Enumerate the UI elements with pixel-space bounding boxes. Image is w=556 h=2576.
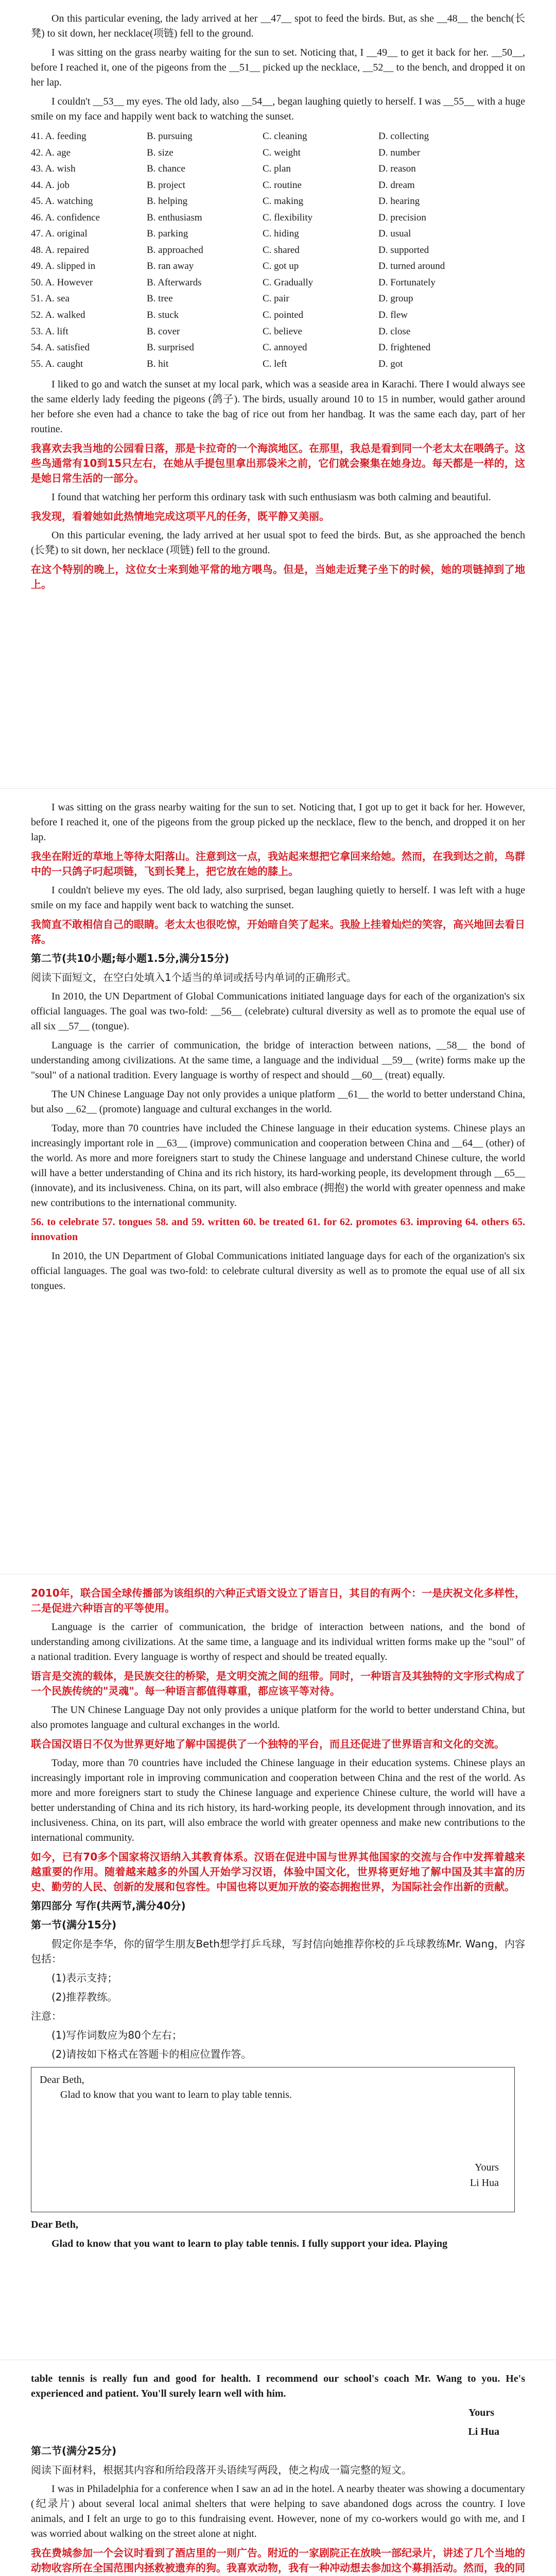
cloze-option-cell: B. surprised [147,342,194,353]
cloze-option-cell: 55. A. caught [31,358,83,369]
cloze-option-cell: B. size [147,147,173,158]
cloze-option-row [31,307,494,324]
cloze-option-cell: 54. A. satisfied [31,342,90,353]
answer-cn-4: 如今，已有70多个国家将汉语纳入其教育体系。汉语在促进中国与世界其他国家的交流与合作中发挥着越来越重要的作用。随着越来越多的外国人开始学习汉语，体验中国文化，世界将更好地了解中国及其丰富的历史、勤劳的人民、创新的发展和包容性。中国也将以更加开放的姿态拥抱世界，为国际社会作出新的贡献。 [31,1851,525,1893]
cloze-option-cell: 44. A. job [31,179,70,191]
cloze-option-cell: 51. A. sea [31,293,70,304]
cloze-option-cell: 45. A. watching [31,196,93,207]
cloze-option-row [31,356,494,372]
cloze-paragraph-1: On this particular evening, the lady arrived at her __47__ spot to feed the birds. But, as she __48__ the bench(长凳) to sit down, her necklace(项链) fell to the ground. [31,13,525,39]
cloze-option-cell: D. collecting [378,131,429,142]
cloze-option-cell: 42. A. age [31,147,71,158]
answer-key: 56. to celebrate 57. tongues 58. and 59. written 60. be treated 61. for 62. promotes 63. improving 64. others 65. innovation [31,1216,525,1243]
translation-cn-1: 我喜欢去我当地的公园看日落，那是卡拉奇的一个海滨地区。在那里，我总是看到同一个老太太在喂鸽子。这些鸟通常有10到15只左右，在她从手提包里拿出那袋米之前，它们就会聚集在她身边。每天都是一样的，这是她日常生活的一部分。 [31,442,525,485]
grammar-paragraph-1: In 2010, the UN Department of Global Communications initiated language days for each of the organization's six official languages. The goal was two-fold: __56__ (celebrate) cultural diversity as well as to promote the equal use of all six __57__ (tongue). [31,991,525,1032]
cloze-option-cell: B. cover [147,326,180,337]
writing-section1: 第一节(满分15分) [31,1919,117,1931]
cloze-option-cell: B. pursuing [147,131,193,142]
translation-en-1: I liked to go and watch the sunset at my local park, which was a seaside area in Karachi. There I would always see the same elderly lady feeding the pigeons (鸽子). The birds, usually around 10 to 15 in number, would gather around her before she even had a chance to take the bag of rice out from her handbag. It was the same each day, part of her routine. [31,379,525,435]
cloze-option-cell: C. Gradually [263,277,314,288]
cloze-option-cell: 43. A. wish [31,163,76,175]
translation-en-4: I was sitting on the grass nearby waiting for the sun to set. Noticing that, I got up to get it back for her. However, before I reached it, one of the pigeons from the group picked up the necklace, flew to the bench, and dropped it on her lap. [31,802,525,843]
cloze-option-cell: B. stuck [147,310,179,321]
continuation-heading: 第二节(满分25分) [31,2445,117,2457]
cloze-option-cell: D. flew [378,310,408,321]
grammar-paragraph-2: Language is the carrier of communication, the bridge of interaction between nations, __58__ the bond of understanding among civilizations. At the same time, a language and the individual __59__ (write) forms make up the "soul" of a national tradition. Every language is worthy of respect and should __60__ (treat) equally. [31,1040,525,1081]
writing-point-2: (2)推荐教练。 [51,1991,118,2003]
story-cn-1: 我在费城参加一个会议时看到了酒店里的一则广告。附近的一家剧院正在放映一部纪录片，讲述了几个当地的动物收容所在全国范围内拯救被遗弃的狗。我喜欢动物，我有一种冲动想去参加这个募捐活动。然而，我的同 [31,2547,525,2574]
cloze-option-row [31,145,494,161]
cloze-option-cell: B. hit [147,358,169,369]
story-en-1: I was in Philadelphia for a conference when I saw an ad in the hotel. A nearby theater was showing a documentary (纪录片) about several local animal shelters that were helping to save abandoned dogs across the country. I love animals, and I felt an urge to go to this fundraising event. However, none of my co-workers would go with me, and I was worried about walking on the street alone at night. [31,2483,525,2539]
cloze-option-cell: C. annoyed [263,342,307,353]
cloze-option-row [31,291,494,307]
cloze-option-cell: C. pair [263,293,289,304]
cloze-option-cell: B. chance [147,163,185,175]
answer-en-3: The UN Chinese Language Day not only provides a unique platform for the world to better understand China, but also promotes language and cultural exchanges in the world. [31,1704,525,1731]
translation-cn-5: 我简直不敢相信自己的眼睛。老太太也很吃惊，开始暗自笑了起来。我脸上挂着灿烂的笑容，高兴地回去看日落。 [31,918,525,945]
cloze-option-cell: C. believe [263,326,303,337]
cloze-option-cell: B. Afterwards [147,277,202,288]
cloze-option-cell: D. dream [378,179,415,191]
answer-cn-1: 2010年，联合国全球传播部为该组织的六种正式语文设立了语言日，其目的有两个：一是庆祝文化多样性，二是促进六种语言的平等使用。 [31,1587,525,1614]
answer-letter-line-2: table tennis is really fun and good for health. I recommend our school's coach Mr. Wang to you. He's experienced and patient. You'll surely learn well with him. [31,2373,525,2399]
cloze-paragraph-3: I couldn't __53__ my eyes. The old lady, also __54__, began laughing quietly to herself. I was __55__ with a huge smile on my face and happily went back to watching the sunset. [31,96,525,122]
answer-salutation: Dear Beth, [31,2219,78,2230]
answer-cn-2: 语言是交流的载体，是民族交往的桥梁，是文明交流之间的纽带。同时，一种语言及其独特的文字形式构成了一个民族传统的"灵魂"。每一种语言都值得尊重，都应该平等对待。 [31,1670,525,1697]
cloze-option-cell: D. reason [378,163,416,175]
translation-en-5: I couldn't believe my eyes. The old lady, also surprised, began laughing quietly to herself. I was left with a huge smile on my face and happily went back to watching the sunset. [31,885,525,911]
continuation-instruction: 阅读下面材料，根据其内容和所给段落开头语续写两段，使之构成一篇完整的短文。 [31,2464,412,2476]
cloze-option-cell: C. left [263,358,287,369]
writing-heading: 第四部分 写作(共两节,满分40分) [31,1900,186,1912]
cloze-option-cell: B. approached [147,244,203,256]
grammar-paragraph-4: Today, more than 70 countries have included the Chinese language in their education systems. Chinese plays an increasingly important role in __63__ (improve) communication and cooperation between China and __64__ (other) of the world. As more and more foreigners start to study the Chinese language and understand Chinese culture, the world will have a better understanding of China and its rich history, its hard-working people, its development through __65__ (innovate), and its inclusiveness. China, on its part, will also embrace (拥抱) the world with greater openness and make new contributions to the international community. [31,1123,525,1209]
cloze-option-row [31,258,494,275]
cloze-option-cell: D. number [378,147,421,158]
cloze-option-cell: C. making [263,196,304,207]
translation-en-3: On this particular evening, the lady arrived at her usual spot to feed the birds. But, as she approached the bench (长凳) to sit down, her necklace (项链) fell to the ground. [31,530,525,556]
cloze-option-row [31,324,494,340]
answer-closing: Yours [468,2407,494,2418]
letter-opening-line: Glad to know that you want to learn to play table tennis. [60,2089,292,2100]
cloze-option-cell: 48. A. repaired [31,244,89,256]
cloze-option-cell: D. frightened [378,342,431,353]
cloze-option-row [31,242,494,259]
cloze-option-cell: D. usual [378,228,411,240]
cloze-option-cell: D. group [378,293,413,304]
page-continuation [0,2360,556,2576]
cloze-option-row [31,177,494,194]
writing-note-1: (1)写作词数应为80个左右； [51,2029,182,2041]
cloze-option-cell: C. flexibility [263,212,313,223]
cloze-option-row [31,275,494,291]
cloze-option-cell: D. close [378,326,411,337]
cloze-option-cell: D. Fortunately [378,277,436,288]
answer-signature: Li Hua [468,2426,499,2437]
translation-cn-3: 在这个特别的晚上，这位女士来到她平常的地方喂鸟。但是，当她走近凳子坐下的时候，她的项链掉到了地上。 [31,563,525,591]
translation-en-2: I found that watching her perform this ordinary task with such enthusiasm was both calming and beautiful. [51,492,491,503]
cloze-option-cell: C. pointed [263,310,304,321]
writing-note-2: (2)请按如下格式在答题卡的相应位置作答。 [51,2048,252,2060]
cloze-options-table [31,128,494,372]
cloze-option-cell: D. got [378,358,403,369]
cloze-option-cell: D. supported [378,244,429,256]
cloze-option-cell: B. ran away [147,261,194,272]
cloze-option-cell: B. project [147,179,185,191]
cloze-option-row [31,210,494,226]
writing-point-1: (1)表示支持； [51,1972,118,1984]
cloze-option-cell: 53. A. lift [31,326,68,337]
letter-salutation: Dear Beth, [40,2074,84,2086]
grammar-paragraph-3: The UN Chinese Language Day not only provides a unique platform __61__ the world to better understand China, but also __62__ (promote) language and cultural exchanges in the world. [31,1089,525,1115]
cloze-option-cell: B. tree [147,293,173,304]
answer-en-4: Today, more than 70 countries have included the Chinese language in their education systems. Chinese plays an increasingly important role in improving communication and cooperation between China and the rest of the world. As more and more foreigners start to study the Chinese language and experience Chinese culture, the world will have a better understanding of China and its rich history, its hard-working people, its development through innovation, and its inclusiveness. China, on its part, will also embrace the world with greater openness and make new contributions to the international community. [31,1757,525,1843]
cloze-paragraph-2: I was sitting on the grass nearby waiting for the sun to set. Noticing that, I __49__ to get it back for her. __50__, before I reached it, one of the pigeons from the __51__ picked up the necklace, __52__ to the bench, and dropped it on her lap. [31,47,525,88]
cloze-option-cell: 47. A. original [31,228,88,240]
cloze-option-row [31,340,494,356]
cloze-option-cell: C. weight [263,147,301,158]
cloze-option-cell: 52. A. walked [31,310,85,321]
answer-en-2: Language is the carrier of communication, the bridge of interaction between nations, and the bond of understanding among civilizations. At the same time, a language and its individual written forms make up the "soul" of a national tradition. Every language is worthy of respect and should be treated equally. [31,1621,525,1663]
page-grammar [0,788,556,1574]
cloze-option-row [31,128,494,145]
cloze-option-cell: C. plan [263,163,291,175]
answer-cn-3: 联合国汉语日不仅为世界更好地了解中国提供了一个独特的平台，而且还促进了世界语言和文化的交流。 [31,1738,505,1750]
letter-template-box [31,2067,515,2212]
section2-instruction: 阅读下面短文，在空白处填入1个适当的单词或括号内单词的正确形式。 [31,971,357,984]
cloze-option-cell: 46. A. confidence [31,212,100,223]
cloze-option-cell: C. routine [263,179,302,191]
cloze-option-cell: C. shared [263,244,300,256]
answer-letter-line-1: Glad to know that you want to learn to play table tennis. I fully support your idea. Playing [51,2238,448,2249]
cloze-option-row [31,161,494,177]
translation-cn-4: 我坐在附近的草地上等待太阳落山。注意到这一点，我站起来想把它拿回来给她。然而，在我到达之前，鸟群中的一只鸽子叼起项链，飞到长凳上，把它放在她的膝上。 [31,850,525,877]
cloze-option-cell: B. enthusiasm [147,212,202,223]
cloze-option-cell: C. hiding [263,228,299,240]
cloze-option-row [31,226,494,242]
cloze-option-cell: B. parking [147,228,188,240]
cloze-option-cell: D. precision [378,212,426,223]
writing-prompt: 假定你是李华，你的留学生朋友Beth想学打乒乓球，写封信向她推荐你校的乒乓球教练Mr. Wang，内容包括： [31,1938,525,1965]
page-answers [0,1574,556,2360]
cloze-option-cell: D. turned around [378,261,445,272]
cloze-option-row [31,193,494,210]
cloze-option-cell: C. got up [263,261,299,272]
section2-heading: 第二节(共10小题;每小题1.5分,满分15分) [31,952,229,964]
cloze-option-cell: D. hearing [378,196,420,207]
answer-en-1: In 2010, the UN Department of Global Communications initiated language days for each of the organization's six official languages. The goal was two-fold: to celebrate cultural diversity as well as to promote the equal use of all six tongues. [31,1250,525,1292]
page-cloze [0,0,556,788]
letter-closing: Yours [475,2162,499,2173]
letter-signature: Li Hua [470,2177,499,2189]
cloze-option-cell: 50. A. However [31,277,93,288]
cloze-option-cell: B. helping [147,196,188,207]
writing-notes-title: 注意： [31,2010,62,2022]
cloze-option-cell: 49. A. slipped in [31,261,96,272]
cloze-option-cell: C. cleaning [263,131,307,142]
cloze-option-cell: 41. A. feeding [31,131,86,142]
translation-cn-2: 我发现，看着她如此热情地完成这项平凡的任务，既平静又美丽。 [31,510,329,523]
